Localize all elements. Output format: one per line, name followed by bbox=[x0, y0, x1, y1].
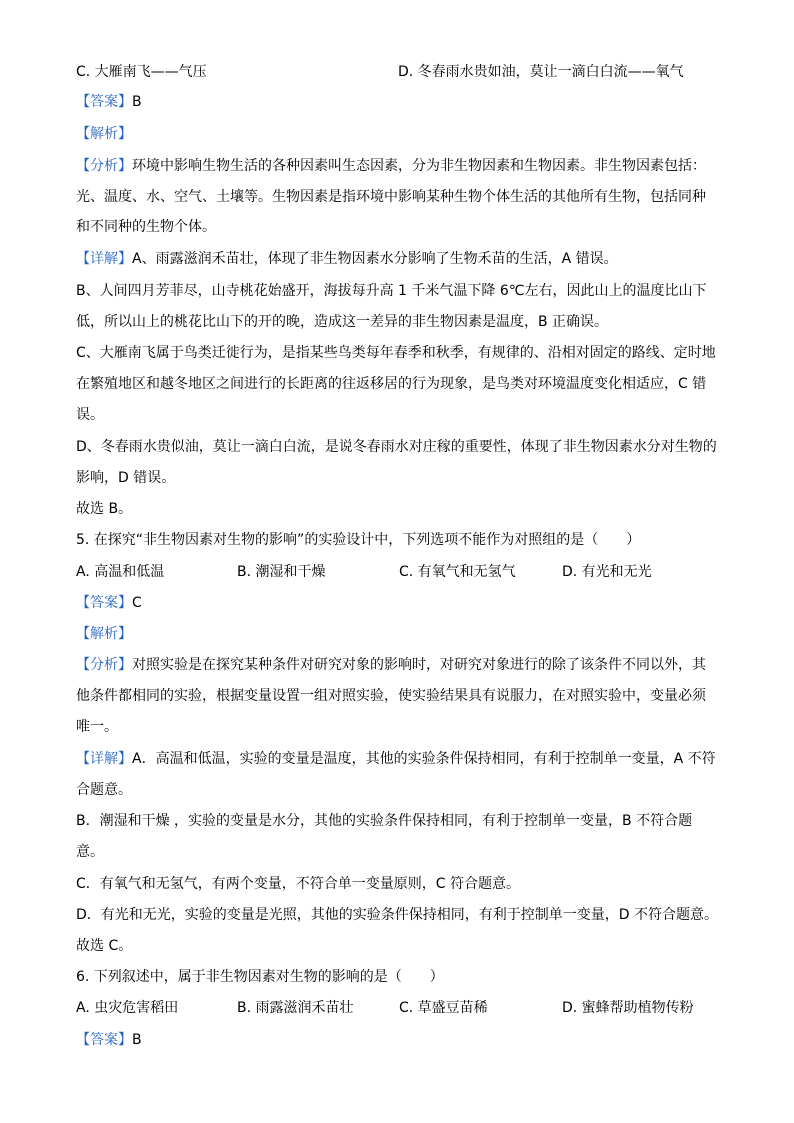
q5-option-d: D. 有光和无光 bbox=[562, 564, 652, 580]
q5-fenxi-line-2: 他条件都相同的实验，根据变量设置一组对照实验，使实验结果具有说服力，在对照实验中，变量必须 bbox=[76, 688, 706, 704]
q5-detail-d: D．有光和无光，实验的变量是光照，其他的实验条件保持相同，有利于控制单一变量，D 不符合题意。 bbox=[76, 907, 719, 923]
fenxi-text: 环境中影响生物生活的各种因素叫生态因素，分为非生物因素和生物因素。非生物因素包括： bbox=[132, 158, 706, 174]
q4-analysis-tag: 【解析】 bbox=[76, 126, 132, 142]
q4-detail-c-3: 误。 bbox=[76, 407, 104, 423]
q5-detail-a-2: 合题意。 bbox=[76, 782, 132, 798]
q4-fenxi-line-3: 和不同种的生物个体。 bbox=[76, 219, 216, 235]
q5-option-c: C. 有氧气和无氢气 bbox=[399, 564, 516, 580]
q6-stem: 6. 下列叙述中，属于非生物因素对生物的影响的是（ ） bbox=[76, 969, 444, 985]
q5-option-b: B. 潮湿和干燥 bbox=[237, 564, 326, 580]
answer-tag: 【答案】 bbox=[76, 94, 132, 110]
xiangjie-tag: 【详解】 bbox=[76, 251, 132, 267]
q6-option-d: D. 蜜蜂帮助植物传粉 bbox=[562, 1000, 694, 1016]
detail-text: A、雨露滋润禾苗壮，体现了非生物因素水分影响了生物禾苗的生活，A 错误。 bbox=[132, 251, 618, 267]
q4-detail-a bbox=[76, 249, 618, 269]
answer-value: B bbox=[132, 1032, 142, 1048]
fenxi-tag: 【分析】 bbox=[76, 657, 132, 673]
q4-option-d: D. 冬春雨水贵如油，莫让一滴白白流——氧气 bbox=[398, 64, 684, 80]
q6-option-a: A. 虫灾危害稻田 bbox=[76, 1000, 179, 1016]
q4-detail-b-2: 低，所以山上的桃花比山下的开的晚，造成这一差异的非生物因素是温度，B 正确误。 bbox=[76, 314, 609, 330]
q4-option-c: C. 大雁南飞——气压 bbox=[76, 64, 207, 80]
q5-conclusion: 故选 C。 bbox=[76, 938, 133, 954]
q5-stem: 5. 在探究“非生物因素对生物的影响”的实验设计中，下列选项不能作为对照组的是（ ） bbox=[76, 532, 641, 548]
q4-detail-c-1: C、大雁南飞属于鸟类迁徙行为，是指某些鸟类每年春季和秋季，有规律的、沿相对固定的路线、定时地 bbox=[76, 345, 716, 361]
q5-option-a: A. 高温和低温 bbox=[76, 564, 165, 580]
q6-answer bbox=[76, 1030, 142, 1050]
q5-detail-b-2: 意。 bbox=[76, 844, 104, 860]
q4-detail-d-1: D、冬春雨水贵似油，莫让一滴白白流，是说冬春雨水对庄稼的重要性，体现了非生物因素水分对生物的 bbox=[76, 439, 717, 455]
q5-answer bbox=[76, 593, 142, 613]
q6-option-b: B. 雨露滋润禾苗壮 bbox=[237, 1000, 354, 1016]
answer-tag: 【答案】 bbox=[76, 1032, 132, 1048]
q5-fenxi-line-3: 唯一。 bbox=[76, 719, 118, 735]
xiangjie-tag: 【详解】 bbox=[76, 751, 132, 767]
q4-fenxi-line bbox=[76, 156, 706, 176]
q4-detail-d-2: 影响，D 错误。 bbox=[76, 470, 176, 486]
q4-conclusion: 故选 B。 bbox=[76, 501, 133, 517]
q4-fenxi-line-2: 光、温度、水、空气、土壤等。生物因素是指环境中影响某种生物个体生活的其他所有生物，包括同种 bbox=[76, 189, 706, 205]
fenxi-text: 对照实验是在探究某种条件对研究对象的影响时，对研究对象进行的除了该条件不同以外，其 bbox=[132, 657, 706, 673]
answer-tag: 【答案】 bbox=[76, 595, 132, 611]
q4-detail-c-2: 在繁殖地区和越冬地区之间进行的长距离的往返移居的行为现象，是鸟类对环境温度变化相适应，C 错 bbox=[76, 376, 707, 392]
q5-analysis-tag: 【解析】 bbox=[76, 626, 132, 642]
q5-fenxi-line bbox=[76, 655, 706, 675]
q5-detail-b-1: B．潮湿和干燥 ，实验的变量是水分，其他的实验条件保持相同，有利于控制单一变量，B 不符合题 bbox=[76, 813, 693, 829]
q5-detail-a-1 bbox=[76, 749, 716, 769]
q5-detail-c: C．有氧气和无氢气，有两个变量，不符合单一变量原则，C 符合题意。 bbox=[76, 876, 520, 892]
q4-answer bbox=[76, 92, 142, 112]
detail-text: A．高温和低温，实验的变量是温度，其他的实验条件保持相同，有利于控制单一变量，A 不符 bbox=[132, 751, 716, 767]
answer-value: B bbox=[132, 94, 142, 110]
q6-option-c: C. 草盛豆苗稀 bbox=[399, 1000, 488, 1016]
fenxi-tag: 【分析】 bbox=[76, 158, 132, 174]
q4-detail-b-1: B、人间四月芳菲尽，山寺桃花始盛开，海拔每升高 1 千米气温下降 6℃左右，因此山上的温度比山下 bbox=[76, 283, 707, 299]
answer-value: C bbox=[132, 595, 142, 611]
